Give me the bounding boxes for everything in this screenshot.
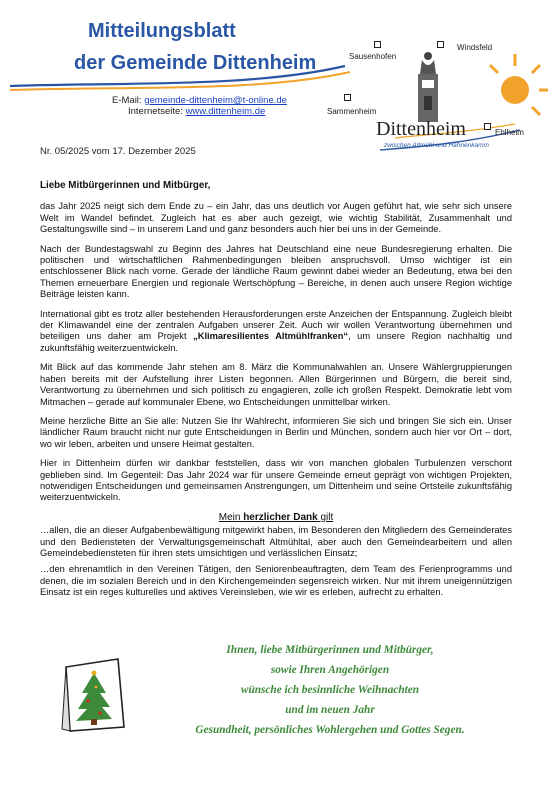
village-sausenhofen: Sausenhofen [349, 52, 397, 61]
web-label: Internetseite: [128, 106, 183, 117]
logo-name: Dittenheim [376, 118, 466, 140]
paragraph-4: Mit Blick auf das kommende Jahr stehen am 8. März die Kommunalwahlen an. Unsere Wählergruppierungen haben bereits mit der Aufstellung ihrer Listen begonnen. Allen Bürgerinnen und Bürgern, die bereit sind, Verantwortung zu übernehmen und sich politisch zu engagieren, zolle ich großen Respekt. Demokratie lebt vom Mitmachen – gerade auf kommunaler Ebene, wo Entscheidungen unmittelbar wirken. [40, 362, 512, 407]
project-name: „Klimaresilientes Altmühlfranken“ [193, 331, 349, 342]
village-marker-sausenhofen [374, 41, 381, 48]
sun-icon [490, 54, 548, 115]
greeting-line-2: sowie Ihren Angehörigen [270, 664, 390, 676]
paragraph-6: Hier in Dittenheim dürfen wir dankbar feststellen, dass wir von manchen globalen Turbulenzen verschont geblieben sind. Im Gegenteil: Das Jahr 2024 war für unsere Gemeinde erneut geprägt von wichtigen Projekten, notwendigen Entscheidungen und gemeinsamen Anstrengungen, um Dittenheim und seine Ortsteile zukunftsfähig weiterzuentwickeln. [40, 458, 512, 503]
greeting-line-4: und im neuen Jahr [285, 704, 375, 716]
greeting-line-3: wünsche ich besinnliche Weihnachten [240, 684, 420, 696]
email-row [112, 95, 287, 106]
paragraph-1: das Jahr 2025 neigt sich dem Ende zu – ein Jahr, das uns deutlich vor Augen geführt hat, wie sehr sich unsere Welt im Wandel befindet. Zugleich hat es aber auch gezeigt, wie wichtig Stabilität, Zusammenhalt und Gestaltungswille sind – in unserem Land und ganz besonders auch hier bei uns in der Gemeinde. [40, 201, 512, 235]
masthead-title: Mitteilungsblatt [88, 20, 236, 42]
paragraph-5: Meine herzliche Bitte an Sie alle: Nutzen Sie Ihr Wahlrecht, informieren Sie sich und bringen Sie sich ein. Unser ländlicher Raum braucht nicht nur gute Entscheidungen in Berlin und München, sondern auch hier vor Ort – dort, wo wir leben, arbeiten und unsere Heimat gestalten. [40, 415, 512, 449]
contact-info [112, 95, 287, 117]
thanks-item-2: …den ehrenamtlich in den Vereinen Tätigen, den Seniorenbeauftragten, dem Team des Ferienprogramms und denen, die im sozialen Bereich und in den Kirchengemeinden segensreich wirken. Nur mit ihrem uneigennützigen Einsatz ist ein reges kulturelles und aktives Vereinsleben, wie wir es erleben, aufrecht zu erhalten. [40, 564, 512, 598]
masthead-subtitle: der Gemeinde Dittenheim [74, 52, 317, 74]
logo-tagline: zwischen Altmühl und Hahnenkamm [384, 142, 489, 149]
paragraph-3-end: , um unsere Region nachhaltig und zukunftsfähig weiterzuentwickeln. [40, 331, 512, 353]
thanks-prefix: Mein [218, 511, 244, 523]
greeting-line-5: Gesundheit, persönliches Wohlergehen und Gottes Segen. [195, 724, 465, 736]
village-windsfeld: Windsfeld [457, 43, 493, 52]
paragraph-2: Nach der Bundestagswahl zu Beginn des Jahres hat Deutschland eine neue Bundesregierung erhalten. Die politischen und wirtschaftlichen Rahmenbedingungen bleiben anspruchsvoll. Umso wichtiger ist ein entschlossener Blick nach vorne. Gerade der ländliche Raum gewinnt dabei wieder an Bedeutung, etwa bei den Themen erneuerbare Energien und regionale Wertschöpfung – Bereiche, in denen auch unsere Region wichtige Beiträge leisten kann. [40, 243, 512, 300]
email-label: E-Mail: [112, 95, 142, 106]
village-marker-sammenheim [344, 94, 351, 101]
thanks-heading [40, 512, 512, 523]
issue-number: Nr. 05/2025 vom 17. Dezember 2025 [40, 146, 196, 157]
web-link[interactable]: www.dittenheim.de [185, 106, 266, 117]
paragraph-3-text: International gibt es trotz aller bestehenden Herausforderungen erste Anzeichen der Entspannung. Zugleich bleibt der Klimawandel eine der zentralen Aufgaben unserer Zeit. Auch wir wollen Verantwortung übernehmen und beteiligen uns daher am Projekt [40, 308, 512, 342]
christmas-greeting [150, 640, 510, 740]
thanks-bold: herzlicher Dank [243, 511, 318, 523]
thanks-suffix: gilt [317, 511, 334, 523]
christmas-tree-card-icon [60, 655, 130, 735]
greeting-line-1: Ihnen, liebe Mitbürgerinnen und Mitbürger, [226, 644, 434, 656]
church-tower-icon [418, 52, 438, 122]
masthead [0, 0, 551, 160]
thanks-item-1: …allen, die an dieser Aufgabenbewältigung mitgewirkt haben, im Besonderen den Mitgliedern des Gemeinderates und den Bediensteten der Verwaltungsgemeinschaft Altmühltal, aber auch den Gemeindearbeitern und allen Gemeindebediensteten für ihren stets umsichtigen und verlässlichen Einsatz; [40, 525, 512, 558]
letter-body [40, 180, 512, 604]
email-link[interactable]: gemeinde-dittenheim@t-online.de [144, 95, 287, 106]
village-sammenheim: Sammenheim [327, 107, 377, 116]
paragraph-3 [40, 309, 512, 355]
church-sun-logo [400, 40, 550, 130]
web-row [112, 106, 287, 117]
letter-greeting: Liebe Mitbürgerinnen und Mitbürger, [40, 180, 211, 191]
village-ehlheim: Ehlheim [495, 128, 524, 137]
